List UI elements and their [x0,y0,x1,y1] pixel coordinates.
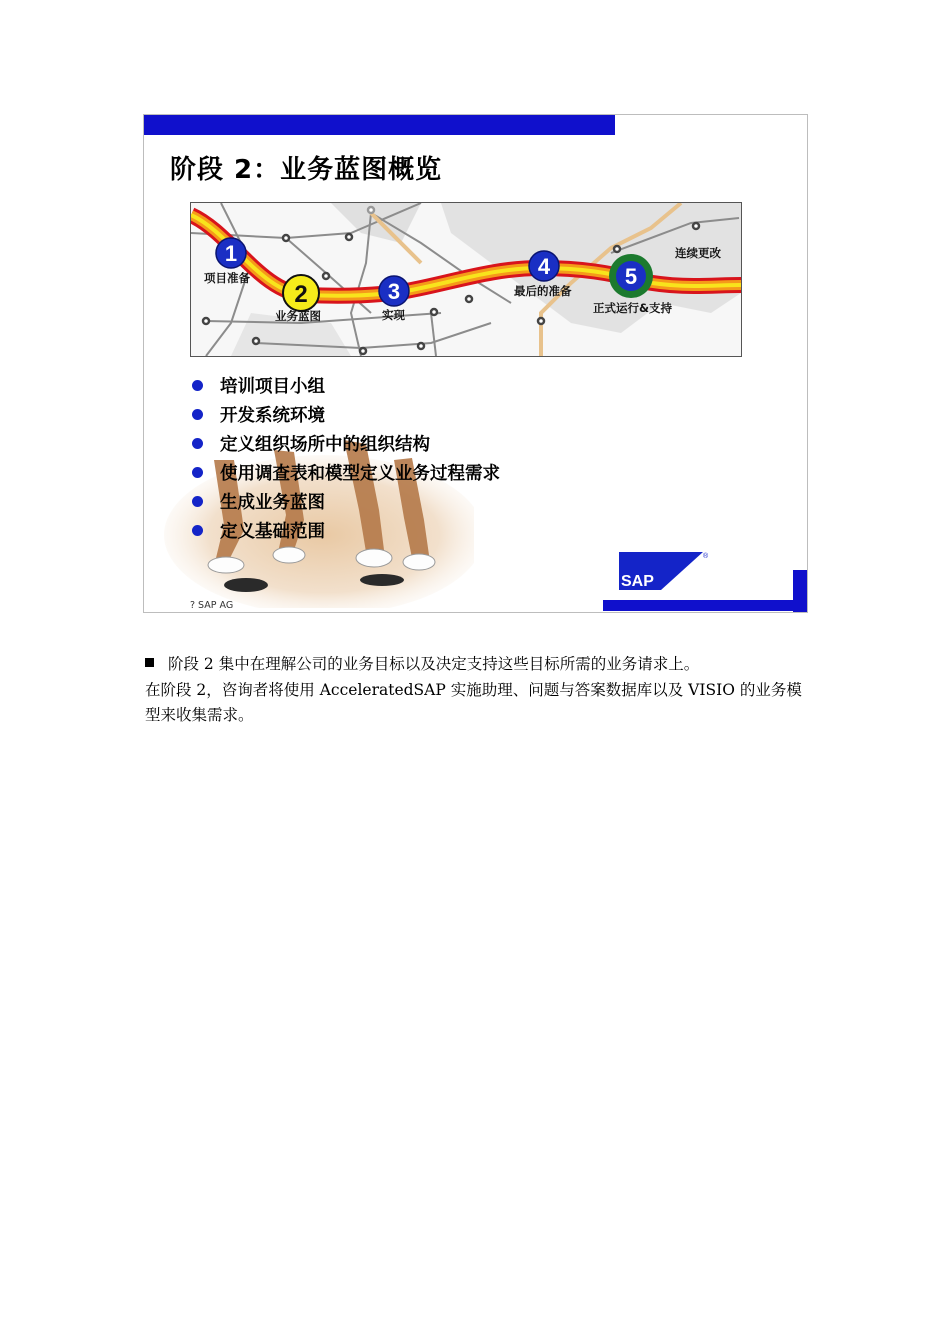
list-item [192,487,500,516]
bullet-text: 生成业务蓝图 [220,493,325,513]
bullet-icon [192,409,203,420]
slide [143,114,808,613]
list-item [192,516,500,545]
phase-4-label: 最后的准备 [514,284,572,298]
top-accent-bar [144,115,615,135]
bullet-icon [192,525,203,536]
phase-5-badge [609,254,653,298]
phase-3-badge [379,276,409,306]
svg-text:1: 1 [224,241,238,266]
bullet-text: 使用调查表和模型定义业务过程需求 [220,464,500,484]
paragraph-1-text: 阶段 2 集中在理解公司的业务目标以及决定支持这些目标所需的业务请求上。 [168,655,700,673]
list-item [192,429,500,458]
list-item [192,371,500,400]
body-text [145,652,808,729]
bottom-accent-block [793,570,807,612]
paragraph-1 [145,652,808,678]
copyright-footer: ? SAP AG [190,600,234,611]
svg-text:SAP: SAP [621,573,654,590]
phase-1-badge [216,238,246,268]
bullet-text: 培训项目小组 [220,377,325,397]
continuous-change-label: 连续更改 [675,246,721,260]
bullet-icon [192,438,203,449]
phase-2-label: 业务蓝图 [275,309,321,323]
svg-text:4: 4 [537,254,551,279]
bullet-icon [192,467,203,478]
slide-title: 阶段 2：业务蓝图概览 [170,155,443,185]
svg-text:2: 2 [294,281,308,308]
phase-5-label: 正式运行&支持 [593,301,673,315]
roadmap-graphic [191,203,741,356]
phase-3-label: 实现 [382,308,405,322]
bullet-icon [192,496,203,507]
square-bullet-icon [145,658,154,667]
paragraph-2: 在阶段 2，咨询者将使用 AcceleratedSAP 实施助理、问题与答案数据库以及 VISIO 的业务模型来收集需求。 [145,680,802,724]
svg-text:5: 5 [624,264,638,289]
bullet-icon [192,380,203,391]
phase-1-label: 项目准备 [204,271,250,285]
list-item [192,400,500,429]
bullet-text: 定义基础范围 [220,522,325,542]
bottom-accent-bar [603,600,806,611]
svg-text:®: ® [703,553,709,560]
svg-text:3: 3 [387,279,401,304]
bullet-text: 开发系统环境 [220,406,325,426]
list-item [192,458,500,487]
bullet-list [192,371,500,545]
phase-4-badge [529,251,559,281]
phase-2-badge [283,275,319,311]
bullet-text: 定义组织场所中的组织结构 [220,435,430,455]
sap-logo [619,552,709,592]
roadmap-map [190,202,742,357]
